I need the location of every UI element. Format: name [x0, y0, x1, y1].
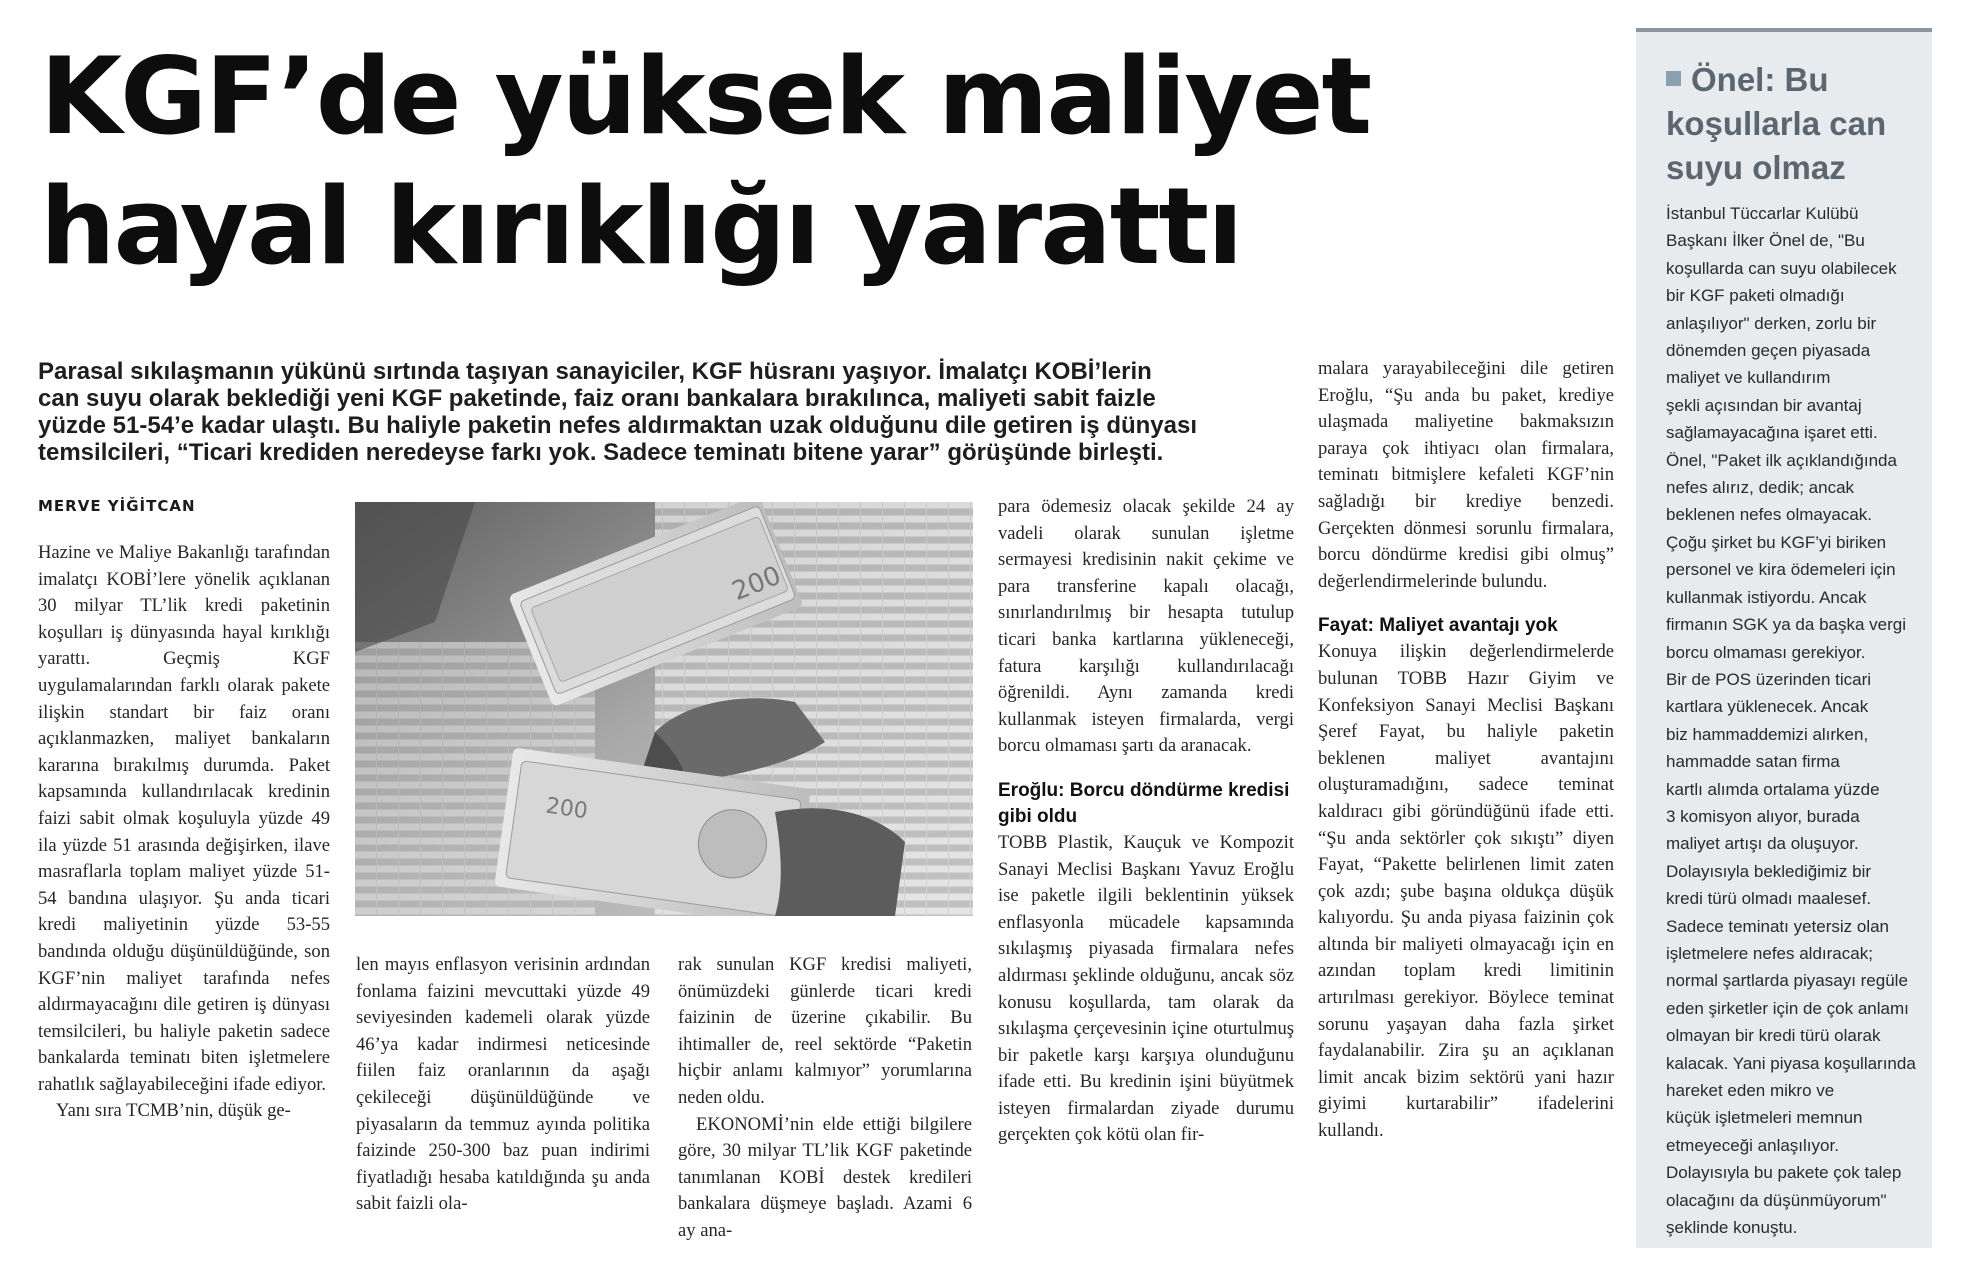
sidebar-line: dönemden geçen piyasada	[1666, 341, 1871, 361]
sidebar-title-text: Önel: Bu koşullarla can suyu olmaz	[1666, 61, 1887, 186]
sidebar-body	[1666, 200, 1926, 1241]
sidebar-line: olmayan bir kredi türü olarak	[1666, 1026, 1881, 1046]
sidebar-line: maliyet artışı da oluşuyor.	[1666, 834, 1859, 854]
sidebar-line: borcu olmaması gerekiyor.	[1666, 642, 1866, 662]
article-column-2	[356, 952, 650, 1218]
sidebar-line: kartlı alımda ortalama yüzde	[1666, 779, 1880, 799]
article-column-1	[38, 540, 330, 1125]
body-paragraph: TOBB Plastik, Kauçuk ve Kompozit Sanayi Meclisi Başkanı Yavuz Eroğlu ise paketle ilgili beklentinin yüksek enflasyonla mücadele kapsamında sıkılaşmış piyasada firmalara nefes aldırması şeklinde olduğunu, ancak söz konusu koşullarda, tam olarak da sıkılaşma çerçevesinin içine oturtulmuş bir paketle karşı karşıya olunduğunu ifade etti. Bu kredinin işini büyütmek isteyen firmalardan ziyade durumu gerçekten çok kötü olan fir-	[998, 831, 1294, 1146]
sidebar-line: kartlara yüklenecek. Ancak	[1666, 697, 1869, 717]
sidebar-line: Dolayısıyla bu pakete çok talep	[1666, 1163, 1902, 1183]
sidebar-line: koşullarda can suyu olabilecek	[1666, 258, 1897, 278]
sidebar-line: küçük işletmeleri memnun	[1666, 1108, 1863, 1128]
sidebar-line: Bir de POS üzerinden ticari	[1666, 669, 1872, 689]
lead-line: yüzde 51-54’e kadar ulaştı. Bu haliyle paketin nefes aldırmaktan uzak olduğunu dile getiren iş dünyası	[38, 412, 1198, 439]
sidebar-line: kredi türü olmadı maalesef.	[1666, 889, 1872, 909]
sidebar-title	[1666, 58, 1926, 190]
sidebar-line: Çoğu şirket bu KGF’yi biriken	[1666, 532, 1887, 552]
lead-line: temsilcileri, “Ticari krediden neredeyse farkı yok. Sadece teminatı bitene yarar” görüşünde birleşti.	[38, 439, 1164, 466]
body-paragraph: Hazine ve Maliye Bakanlığı tarafından imalatçı KOBİ’lere yönelik açıklanan 30 milyar TL’lik kredi paketinin koşulları iş dünyasında hayal kırıklığı yarattı. Geçmiş KGF uygulamalarından farklı olarak pakete ilişkin standart bir faiz oranı açıklanmazken, maliyet bankaların kararına bırakılmış durumda. Paket kapsamında kullandırılacak kredinin faizi sabit olmak koşuluyla yüzde 49 ila yüzde 51 arasında değişirken, ilave masraflarla toplam maliyet yüzde 51-54 bandına ulaşıyor. Şu anda ticari kredi maliyetinin yüzde 53-55 bandında olduğu düşünüldüğünde, son KGF’nin maliyet tarafında nefes aldırmayacağını dile getiren iş dünyası temsilcileri, bu haliyle paketin sadece bankalarda teminatı biten işletmelere rahatlık sağlayabileceğini ifade ediyor.	[38, 542, 330, 1095]
headline-line-1: KGF’de yüksek maliyet	[40, 35, 1371, 158]
sidebar-line: şekli açısından bir avantaj	[1666, 395, 1862, 415]
subheading: Fayat: Maliyet avantajı yok	[1318, 615, 1558, 637]
body-paragraph: EKONOMİ’nin elde ettiği bilgilere göre, 30 milyar TL’lik KGF paketinde tanımlanan KOBİ destek kredileri bankalara düşmeye başladı. Azami 6 ay ana-	[678, 1113, 972, 1241]
sidebar-line: şeklinde konuştu.	[1666, 1218, 1798, 1238]
sidebar-line: normal şartlarda piyasayı regüle	[1666, 971, 1908, 991]
article-column-5	[1318, 356, 1614, 1145]
subheading: Eroğlu: Borcu döndürme kredisi gibi oldu	[998, 779, 1290, 827]
body-paragraph: para ödemesiz olacak şekilde 24 ay vadeli olarak sunulan işletme sermayesi kredisinin nakit çekime ve para transferine kapalı olacağı, sınırlandırılmış bir hesapta tutulup ticari banka kartlarına yükleneceği, fatura karşılığı kullandırılacağı öğrenildi. Aynı zamanda kredi kullanmak isteyen firmalarda, vergi borcu olmaması şartı da aranacak.	[998, 496, 1294, 757]
sidebar-line: hareket eden mikro ve	[1666, 1081, 1835, 1100]
article-column-4	[998, 494, 1294, 1149]
headline	[40, 32, 1620, 292]
sidebar-box	[1636, 28, 1932, 1248]
banknote-value: 200	[544, 793, 590, 825]
sidebar-line: maliyet ve kullandırım	[1666, 368, 1831, 388]
byline: MERVE YİĞİTCAN	[38, 497, 196, 515]
body-paragraph: len mayıs enflasyon verisinin ardından fonlama faizini mevcuttaki yüzde 49 seviyesinden kademeli olarak yüzde 46’ya kadar indirmesi neticesinde fiilen faiz oranlarının da aşağı çekileceği düşünüldüğünde ve piyasaların da temmuz ayında politika faizinde 250-300 baz puan indirimi fiyatladığı hesaba katıldığında şu anda sabit faizli ola-	[356, 954, 650, 1215]
sidebar-line: hammadde satan firma	[1666, 752, 1840, 772]
headline-line-2: hayal kırıklığı yarattı	[40, 165, 1242, 288]
sidebar-line: sağlamayacağına işaret etti.	[1666, 423, 1878, 443]
sidebar-line: Sadece teminatı yetersiz olan	[1666, 916, 1890, 936]
sidebar-line: bir KGF paketi olmadığı	[1666, 286, 1845, 306]
article-column-3	[678, 952, 972, 1245]
lead-line: can suyu olarak beklediği yeni KGF paketinde, faiz oranı bankalara bırakılınca, maliyeti sabit faizle	[38, 385, 1156, 412]
sidebar-line: beklenen nefes olmayacak.	[1666, 505, 1873, 525]
sidebar-line: İstanbul Tüccarlar Kulübü	[1666, 204, 1859, 223]
body-paragraph: Konuya ilişkin değerlendirmelerde bulunan TOBB Hazır Giyim ve Konfeksiyon Sanayi Meclisi Başkanı Şeref Fayat, bu haliyle paketin beklenen maliyet avantajını oluşturamadığını, sadece teminat kaldıracı gibi göründüğünü ifade etti. “Şu anda sektörler çok sıkıştı” diyen Fayat, “Pakette belirlenen limit zaten çok azdı; şube başına oldukça düşük kalıyordu. Şu anda piyasa faizinin çok altında bir maliyeti olmayacağı için en azından toplam kredi limitinin artırılması gerekiyor. Böylece teminat sorunu yaşayan daha fazla şirket faydalanabilir. Zira şu an açıklanan limit ancak bizim sektörü yani hazır giyimi kurtarabilir” ifadelerini kullandı.	[1318, 641, 1614, 1142]
body-paragraph: malara yarayabileceğini dile getiren Eroğlu, “Şu anda bu paket, krediye ulaşmada maliyetine bakmaksızın paraya çok ihtiyacı olan firmalara, teminatı bitmişlere kefaleti KGF’nin sağladığı bir krediye benzedi. Gerçekten dönmesi sorunlu firmalara, borcu döndürme kredisi gibi olmuş” değerlendirmelerinde bulundu.	[1318, 358, 1614, 592]
article-photo	[355, 502, 973, 916]
sidebar-line: işletmelere nefes aldıracak;	[1666, 943, 1873, 963]
sidebar-line: kullanmak istiyordu. Ancak	[1666, 587, 1867, 607]
sidebar-line: firmanın SGK ya da başka vergi	[1666, 615, 1907, 635]
lead-paragraph	[38, 358, 1318, 466]
sidebar-line: 3 komisyon alıyor, burada	[1666, 806, 1860, 826]
sidebar-line: nefes alırız, dedik; ancak	[1666, 478, 1855, 498]
sidebar-line: kalacak. Yani piyasa koşullarında	[1666, 1053, 1916, 1073]
money-photo-illustration	[355, 502, 973, 916]
lead-line: Parasal sıkılaşmanın yükünü sırtında taşıyan sanayiciler, KGF hüsranı yaşıyor. İmalatçı KOBİ’lerin	[38, 358, 1152, 385]
sidebar-line: biz hammaddemizi alırken,	[1666, 724, 1869, 744]
sidebar-line: anlaşılıyor" derken, zorlu bir	[1666, 313, 1877, 333]
banknote-value: 200	[728, 560, 786, 608]
body-paragraph: rak sunulan KGF kredisi maliyeti, önümüzdeki günlerde ticari kredi faizinin de üzerine çıkabilir. Bu ihtimaller de, reel sektörde “Paketin hiçbir anlamı kalmıyor” yorumlarına neden oldu.	[678, 954, 972, 1108]
sidebar-line: Başkanı İlker Önel de, "Bu	[1666, 231, 1865, 251]
sidebar-line: personel ve kira ödemeleri için	[1666, 560, 1896, 580]
sidebar-line: etmeyeceği anlaşılıyor.	[1666, 1135, 1839, 1155]
square-bullet-icon	[1666, 71, 1681, 86]
sidebar-line: Dolayısıyla beklediğimiz bir	[1666, 861, 1872, 881]
sidebar-line: eden şirketler için de çok anlamı	[1666, 998, 1909, 1018]
sidebar-line: olacağını da düşünmüyorum"	[1666, 1190, 1887, 1210]
sidebar-line: Önel, "Paket ilk açıklandığında	[1666, 450, 1897, 470]
body-paragraph: Yanı sıra TCMB’nin, düşük ge-	[56, 1100, 291, 1122]
